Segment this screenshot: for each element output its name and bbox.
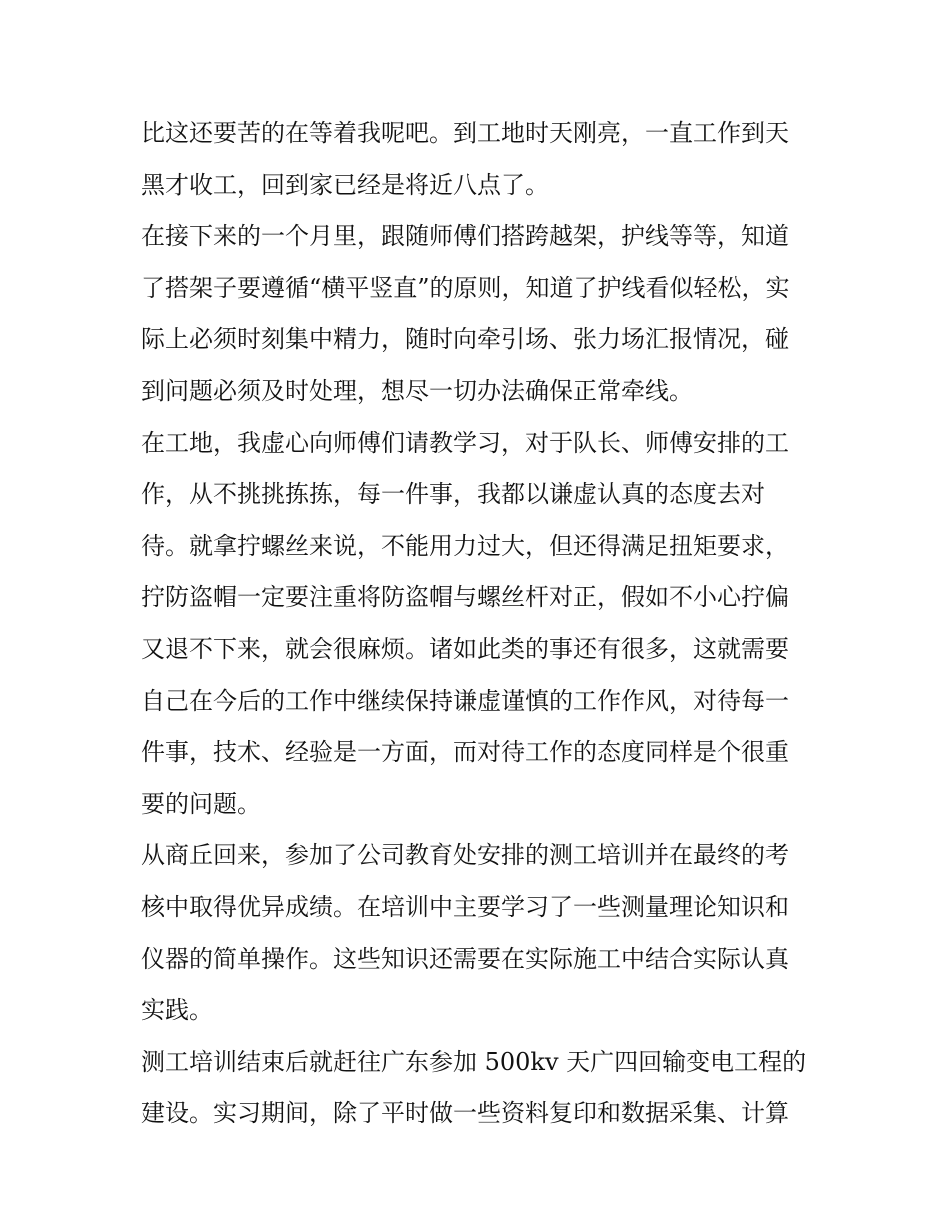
text-line: 在接下来的一个月里，跟随师傅们搭跨越架，护线等等，知道 <box>141 222 789 251</box>
text-line: 件事，技术、经验是一方面，而对待工作的态度同样是个很重 <box>141 738 789 767</box>
text-line: 又退不下来，就会很麻烦。诸如此类的事还有很多，这就需要 <box>141 634 789 663</box>
text-line: 比这还要苦的在等着我呢吧。到工地时天刚亮，一直工作到天 <box>141 119 789 147</box>
text-line: 黑才收工，回到家已经是将近八点了。 <box>141 170 549 199</box>
text-line: 实践。 <box>141 996 213 1025</box>
text-line: 要的问题。 <box>141 789 261 818</box>
body-text <box>141 108 813 1140</box>
text-line: 建设。实习期间，除了平时做一些资料复印和数据采集、计算 <box>141 1099 789 1128</box>
text-line: 了搭架子要遵循“横平竖直”的原则，知道了护线看似轻松，实 <box>141 273 790 302</box>
text-line: 待。就拿拧螺丝来说，不能用力过大，但还得满足扭矩要求， <box>141 531 789 560</box>
text-line: 拧防盗帽一定要注重将防盗帽与螺丝杆对正，假如不小心拧偏 <box>141 583 789 612</box>
text-line: 核中取得优异成绩。在培训中主要学习了一些测量理论知识和 <box>141 892 789 921</box>
text-line: 际上必须时刻集中精力，随时向牵引场、张力场汇报情况，碰 <box>141 325 789 354</box>
text-line: 测工培训结束后就赶往广东参加 500kv 天广四回输变电工程的 <box>141 1047 807 1076</box>
text-line: 到问题必须及时处理，想尽一切办法确保正常牵线。 <box>141 376 693 405</box>
text-line: 作，从不挑挑拣拣，每一件事，我都以谦虚认真的态度去对 <box>141 480 765 509</box>
text-line: 自己在今后的工作中继续保持谦虚谨慎的工作作风，对待每一 <box>141 686 789 715</box>
text-line: 仪器的简单操作。这些知识还需要在实际施工中结合实际认真 <box>141 944 789 973</box>
text-line: 从商丘回来，参加了公司教育处安排的测工培训并在最终的考 <box>141 841 789 870</box>
text-line: 在工地，我虚心向师傅们请教学习，对于队长、师傅安排的工 <box>141 428 789 457</box>
